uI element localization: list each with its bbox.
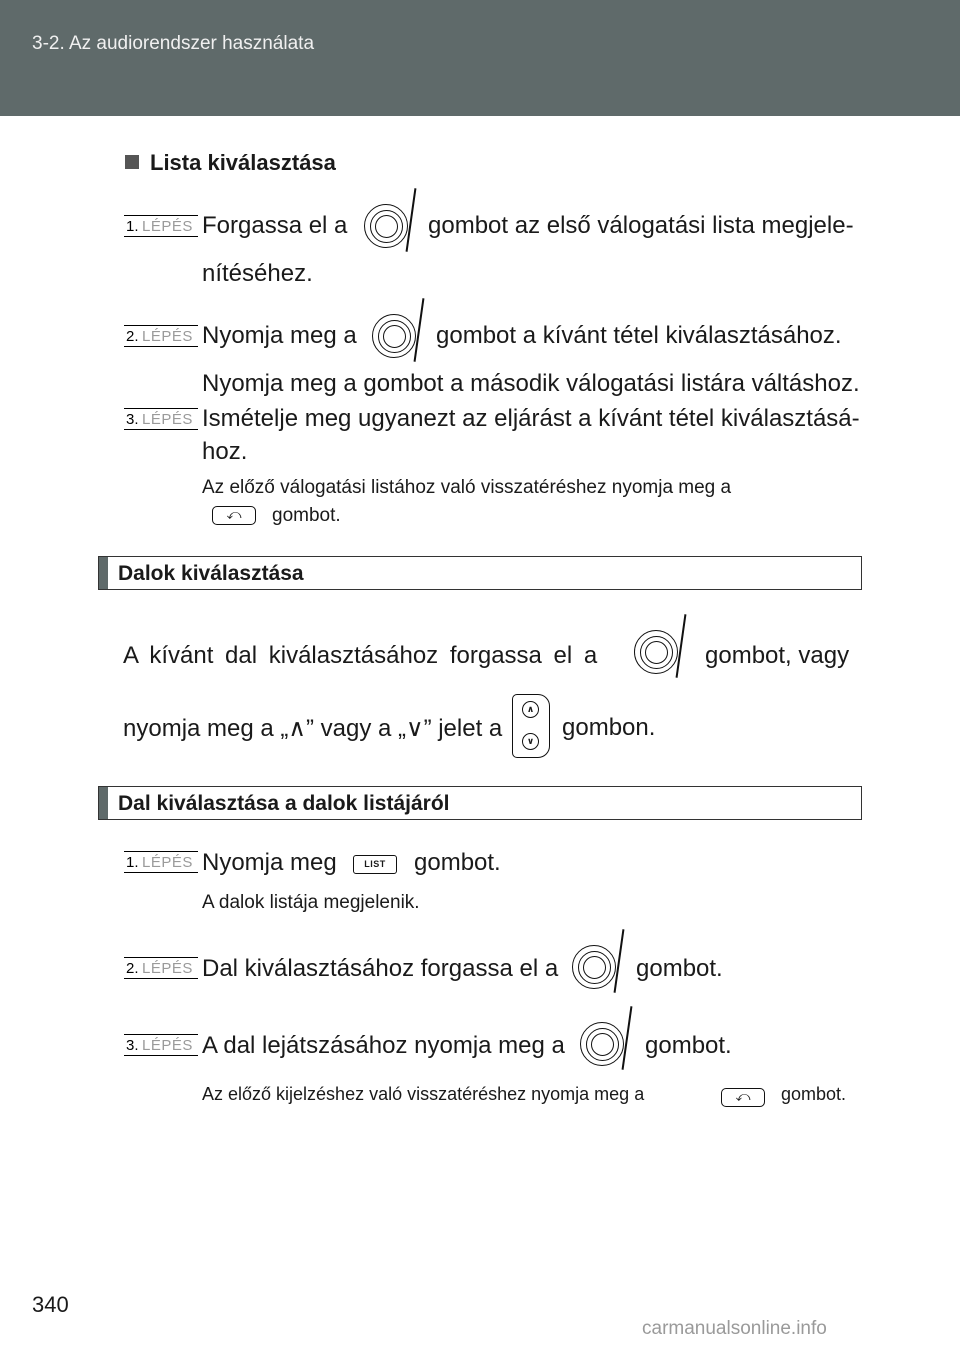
lista-step2-text: Nyomja meg a [202, 322, 357, 349]
step-label: LÉPÉS [142, 328, 193, 345]
step-label: LÉPÉS [142, 854, 193, 871]
tune-knob-icon [364, 204, 408, 248]
lista-step3-line2: hoz. [202, 438, 248, 465]
dal-step1-note: A dalok listája megjelenik. [202, 892, 420, 913]
step-badge-1 [124, 215, 198, 237]
step-badge-2 [124, 957, 198, 979]
up-down-button-icon [512, 694, 550, 758]
page-header [0, 0, 960, 116]
step-number: 3. [126, 1037, 139, 1054]
section-title-dal-lista: Dal kiválasztása a dalok listájáról [118, 792, 450, 815]
dal-step3-text-cont: gombot. [645, 1032, 732, 1059]
tune-knob-icon [572, 945, 616, 989]
section-title: 3-2. Az audiorendszer használata [32, 33, 315, 54]
step-number: 3. [126, 411, 139, 428]
step-badge-1 [124, 851, 198, 873]
section-title-dalok: Dalok kiválasztása [118, 562, 304, 585]
list-button-icon: LIST [353, 855, 397, 874]
dal-step2-text-cont: gombot. [636, 955, 723, 982]
lista-step1-text-cont: gombot az első válogatási lista megjele- [428, 212, 854, 239]
dal-step3-text: A dal lejátszásához nyomja meg a [202, 1032, 565, 1059]
watermark: carmanualsonline.info [642, 1318, 827, 1339]
lista-step2-text-cont: gombot a kívánt tétel kiválasztásához. [436, 322, 842, 349]
step-number: 2. [126, 960, 139, 977]
back-arrow-icon: ⤺ [721, 1088, 765, 1107]
dal-note: Az előző kijelzéshez való visszatéréshez nyomja meg a [202, 1084, 645, 1104]
page-number: 340 [32, 1292, 69, 1317]
lista-step2-line2: Nyomja meg a gombot a második válogatási listára váltáshoz. [202, 370, 860, 397]
step-number: 1. [126, 854, 139, 871]
lista-note-suffix: gombot. [272, 505, 341, 526]
dalok-line2: nyomja meg a „∧” vagy a „∨” jelet a [123, 715, 503, 742]
lista-step1-text: Forgassa el a [202, 212, 348, 239]
dal-step1-text: Nyomja meg [202, 849, 337, 876]
step-label: LÉPÉS [142, 960, 193, 977]
step-number: 2. [126, 328, 139, 345]
step-label: LÉPÉS [142, 411, 193, 428]
up-arrow-icon: ∧ [522, 701, 539, 718]
tune-knob-icon [372, 314, 416, 358]
section-accent [99, 557, 108, 589]
dal-step1-text-cont: gombot. [414, 849, 501, 876]
section-accent [99, 787, 108, 819]
dalok-line1: A kívánt dal kiválasztásához forgassa el a [123, 642, 598, 669]
lista-heading: Lista kiválasztása [150, 150, 336, 175]
section-heading-dalok [98, 556, 862, 590]
lista-note: Az előző válogatási listához való visszatéréshez nyomja meg a [202, 477, 732, 498]
dalok-line1-cont: gombot, vagy [705, 642, 850, 669]
tune-knob-icon [634, 630, 678, 674]
dal-note-suffix: gombot. [781, 1084, 847, 1104]
dal-step2-text: Dal kiválasztásához forgassa el a [202, 955, 559, 982]
step-badge-3 [124, 1034, 198, 1056]
section-heading-dal-lista [98, 786, 862, 820]
tune-knob-icon [580, 1022, 624, 1066]
back-arrow-icon: ⤺ [212, 506, 256, 525]
lista-step1-line2: nítéséhez. [202, 260, 313, 287]
heading-bullet-icon [125, 155, 139, 169]
step-label: LÉPÉS [142, 1037, 193, 1054]
step-label: LÉPÉS [142, 218, 193, 235]
lista-step3-text: Ismételje meg ugyanezt az eljárást a kívánt tétel kiválasztásá- [202, 405, 860, 432]
dalok-line2-cont: gombon. [562, 714, 656, 741]
down-arrow-icon: ∨ [522, 733, 539, 750]
step-badge-2 [124, 325, 198, 347]
step-badge-3 [124, 408, 198, 430]
step-number: 1. [126, 218, 139, 235]
